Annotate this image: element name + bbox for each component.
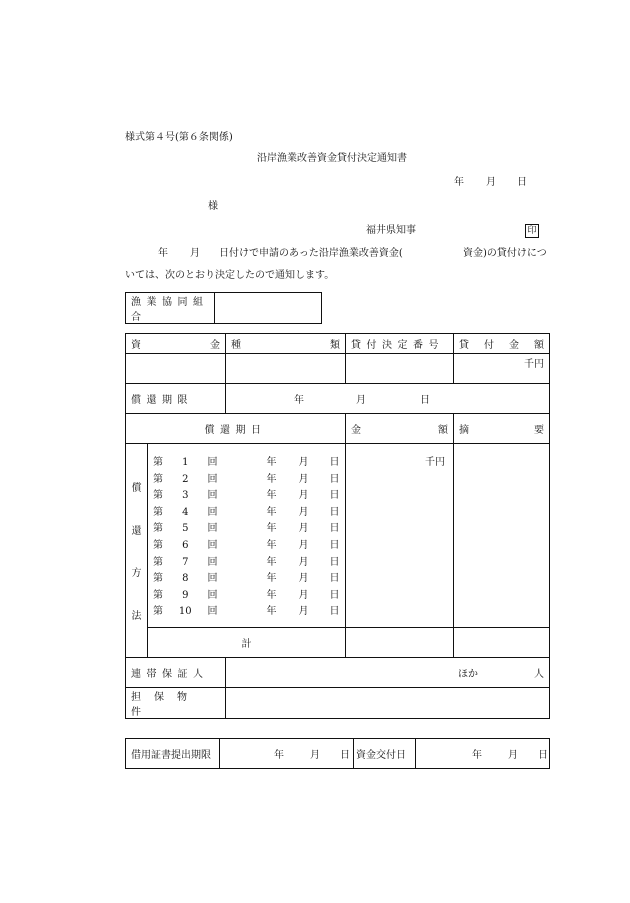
shikin-header xyxy=(126,334,226,354)
installment-dai: 第 xyxy=(153,523,163,535)
installment-date-month: 月 xyxy=(298,457,309,468)
shurui-value[interactable] xyxy=(226,354,346,384)
installment-date-day: 日 xyxy=(329,506,340,518)
kettei-bango-label: 貸付決定番号 xyxy=(351,340,444,351)
installment-date-row[interactable] xyxy=(226,488,346,505)
installment-date-day: 日 xyxy=(329,490,340,502)
method-char-2: 還 xyxy=(131,525,142,537)
installment-date-year: 年 xyxy=(266,606,277,618)
delivery-label: 資金交付日 xyxy=(356,750,406,761)
installment-date-row[interactable] xyxy=(226,604,346,621)
installment-date-year: 年 xyxy=(266,523,277,535)
kin-gaku-header xyxy=(346,414,454,444)
kigen-year: 年 xyxy=(294,395,304,406)
installment-dai: 第 xyxy=(153,457,163,468)
installment-dai: 第 xyxy=(153,556,163,568)
installment-date-row[interactable] xyxy=(226,555,346,572)
installment-kai: 回 xyxy=(207,473,218,485)
installment-date-year: 年 xyxy=(266,457,277,468)
body-year: 年 xyxy=(158,248,168,259)
shokan-kigen-label-cell xyxy=(126,384,226,414)
installment-date-month: 月 xyxy=(298,523,309,535)
method-label-cell xyxy=(126,444,148,658)
shurui-char-1: 種 xyxy=(231,340,241,351)
kettei-bango-value[interactable] xyxy=(346,354,454,384)
collateral-label-cell xyxy=(126,688,226,719)
installment-kai: 回 xyxy=(207,490,218,502)
total-label: 計 xyxy=(241,639,252,650)
installment-date-month: 月 xyxy=(298,589,309,601)
shikin-char-2: 金 xyxy=(210,340,220,351)
delivery-year: 年 xyxy=(472,750,482,761)
installment-num: 3 xyxy=(182,490,189,502)
installment-dai: 第 xyxy=(153,506,163,518)
delivery-day: 日 xyxy=(538,750,548,761)
installment-date-year: 年 xyxy=(266,490,277,502)
shikin-value[interactable] xyxy=(126,354,226,384)
date-year: 年 xyxy=(454,177,464,188)
installment-labels xyxy=(148,444,226,628)
installment-num: 1 xyxy=(182,457,189,468)
kingaku-value[interactable] xyxy=(454,354,550,384)
installment-kai: 回 xyxy=(207,589,218,601)
shikin-char-1: 資 xyxy=(131,340,141,351)
installment-num: 8 xyxy=(182,573,189,585)
installment-date-row[interactable] xyxy=(226,455,346,472)
installment-unit: 千円 xyxy=(425,457,445,468)
guarantor-label-cell xyxy=(126,658,226,688)
collateral-value[interactable] xyxy=(226,688,550,719)
document-title: 沿岸漁業改善資金貸付決定通知書 xyxy=(257,153,407,164)
installment-date-day: 日 xyxy=(329,606,340,618)
deadline-value[interactable] xyxy=(220,739,354,769)
method-char-3: 方 xyxy=(131,568,142,580)
cooperative-label: 漁業協同組合 xyxy=(131,297,209,323)
installment-date-day: 日 xyxy=(329,457,340,468)
kingaku-header xyxy=(454,334,550,354)
installment-date-day: 日 xyxy=(329,523,340,535)
kin-gaku-char-2: 額 xyxy=(438,425,448,436)
installment-date-month: 月 xyxy=(298,473,309,485)
shokan-kijitsu-label: 償還期日 xyxy=(204,425,267,436)
installment-dai: 第 xyxy=(153,606,163,618)
installment-kai: 回 xyxy=(207,573,218,585)
installment-num: 9 xyxy=(182,589,189,601)
shokan-kijitsu-header xyxy=(126,414,346,444)
installment-date-month: 月 xyxy=(298,506,309,518)
delivery-label-cell xyxy=(354,739,416,769)
installment-date-month: 月 xyxy=(298,573,309,585)
method-char-1: 償 xyxy=(131,483,142,495)
installment-kai: 回 xyxy=(207,506,218,518)
body-text-part1: 日付けで申請のあった沿岸漁業改善資金( xyxy=(219,248,403,259)
addressee-suffix: 様 xyxy=(208,201,218,212)
installment-dai: 第 xyxy=(153,473,163,485)
installment-date-month: 月 xyxy=(298,539,309,551)
installment-date-day: 日 xyxy=(329,473,340,485)
seal xyxy=(525,224,539,238)
kingaku-unit: 千円 xyxy=(524,359,544,370)
tekiyo-char-2: 要 xyxy=(534,425,544,436)
installment-kai: 回 xyxy=(207,539,218,551)
delivery-value[interactable] xyxy=(416,739,550,769)
tekiyo-header xyxy=(454,414,550,444)
kigen-month: 月 xyxy=(356,395,366,406)
kingaku-char-3: 金 xyxy=(509,340,519,351)
installment-dai: 第 xyxy=(153,573,163,585)
installment-label-row xyxy=(148,488,226,505)
installment-label-row xyxy=(148,538,226,555)
installment-date-year: 年 xyxy=(266,556,277,568)
installment-label-row xyxy=(148,555,226,572)
guarantor-label: 連帯保証人 xyxy=(131,669,209,680)
deadline-label: 借用証書提出期限 xyxy=(131,750,211,761)
kin-gaku-char-1: 金 xyxy=(351,425,361,436)
deadline-month: 月 xyxy=(310,750,320,761)
deadline-year: 年 xyxy=(274,750,284,761)
installment-dai: 第 xyxy=(153,539,163,551)
total-amount[interactable] xyxy=(346,628,454,658)
seal-mark: 印 xyxy=(525,224,539,238)
installment-date-year: 年 xyxy=(266,473,277,485)
installment-date-day: 日 xyxy=(329,573,340,585)
installment-date-year: 年 xyxy=(266,589,277,601)
installment-num: 2 xyxy=(182,473,189,485)
form-number: 様式第４号(第６条関係) xyxy=(125,132,233,143)
installment-kai: 回 xyxy=(207,606,218,618)
shokan-kigen-value[interactable] xyxy=(226,384,550,414)
kingaku-char-1: 貸 xyxy=(459,340,469,351)
installment-num: 6 xyxy=(182,539,189,551)
deadline-day: 日 xyxy=(340,750,350,761)
installment-kai: 回 xyxy=(207,523,218,535)
installment-date-row[interactable] xyxy=(226,521,346,538)
guarantor-hoka: ほか xyxy=(458,669,478,680)
installment-label-row xyxy=(148,455,226,472)
collateral-label: 担保物件 xyxy=(131,692,200,718)
installment-kai: 回 xyxy=(207,556,218,568)
installment-date-year: 年 xyxy=(266,573,277,585)
cooperative-value-cell[interactable] xyxy=(215,293,322,324)
method-char-4: 法 xyxy=(131,610,142,622)
kingaku-char-2: 付 xyxy=(484,340,494,351)
installment-date-row[interactable] xyxy=(226,472,346,489)
installment-label-row xyxy=(148,571,226,588)
installment-num: 10 xyxy=(178,606,192,618)
shurui-header xyxy=(226,334,346,354)
total-label-cell xyxy=(148,628,346,658)
installment-date-row[interactable] xyxy=(226,538,346,555)
installment-date-day: 日 xyxy=(329,539,340,551)
deadline-label-cell xyxy=(126,739,220,769)
shokan-kigen-label: 償還期限 xyxy=(131,395,193,406)
cooperative-label-cell xyxy=(126,293,215,324)
total-remarks[interactable] xyxy=(454,628,550,658)
issuer: 福井県知事 xyxy=(366,225,416,236)
installment-date-month: 月 xyxy=(298,490,309,502)
installment-amounts[interactable] xyxy=(346,444,454,628)
installment-dai: 第 xyxy=(153,589,163,601)
installment-remarks[interactable] xyxy=(454,444,550,628)
body-month: 月 xyxy=(190,248,200,259)
installment-date-year: 年 xyxy=(266,539,277,551)
tekiyo-char-1: 摘 xyxy=(459,425,469,436)
guarantor-value[interactable] xyxy=(226,658,550,688)
installment-date-row[interactable] xyxy=(226,571,346,588)
delivery-month: 月 xyxy=(508,750,518,761)
installment-label-row xyxy=(148,604,226,621)
installment-num: 7 xyxy=(182,556,189,568)
guarantor-nin: 人 xyxy=(534,669,544,680)
date-day: 日 xyxy=(517,177,527,188)
kettei-bango-header xyxy=(346,334,454,354)
date-month: 月 xyxy=(486,177,496,188)
main-table xyxy=(125,333,550,719)
installment-kai: 回 xyxy=(207,457,218,468)
installment-label-row xyxy=(148,472,226,489)
bottom-table xyxy=(125,738,550,769)
installment-date-month: 月 xyxy=(298,606,309,618)
installment-label-row xyxy=(148,588,226,605)
installment-date-month: 月 xyxy=(298,556,309,568)
installment-date-row[interactable] xyxy=(226,588,346,605)
installment-date-year: 年 xyxy=(266,506,277,518)
installment-date-day: 日 xyxy=(329,556,340,568)
installment-date-day: 日 xyxy=(329,589,340,601)
installment-label-row xyxy=(148,505,226,522)
cooperative-table xyxy=(125,292,322,324)
body-text-part2: 資金)の貸付けにつ xyxy=(463,248,547,259)
installment-dai: 第 xyxy=(153,490,163,502)
installment-num: 4 xyxy=(182,506,189,518)
installment-date-row[interactable] xyxy=(226,505,346,522)
kigen-day: 日 xyxy=(420,395,430,406)
installment-label-row xyxy=(148,521,226,538)
body-text-line2: いては、次のとおり決定したので通知します。 xyxy=(125,270,335,281)
installment-dates[interactable] xyxy=(226,444,346,628)
shurui-char-2: 類 xyxy=(330,340,340,351)
installment-num: 5 xyxy=(182,523,189,535)
kingaku-char-4: 額 xyxy=(534,340,544,351)
